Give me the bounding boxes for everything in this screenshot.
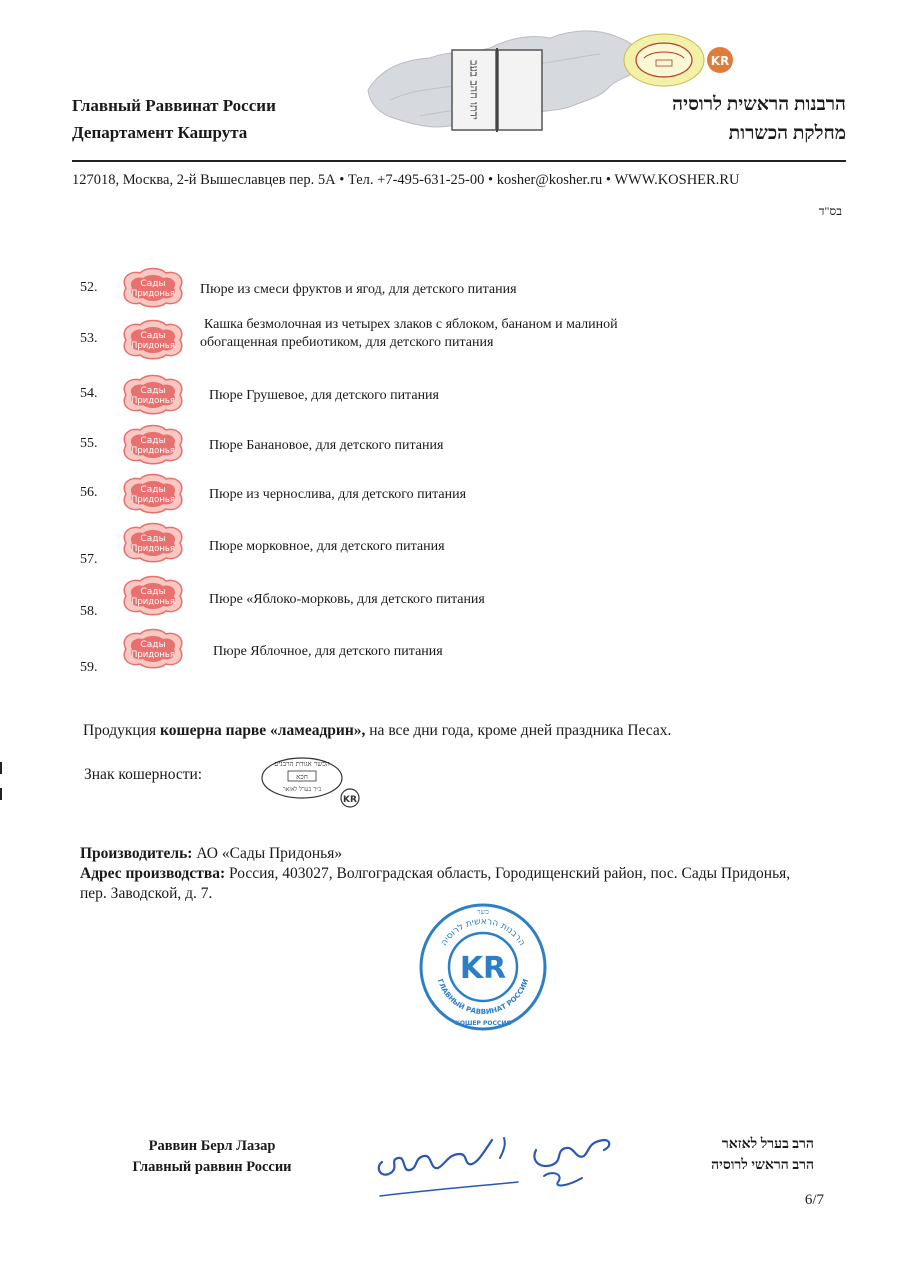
item-description-line: Пюре морковное, для детского питания bbox=[209, 539, 445, 554]
address-line bbox=[80, 864, 820, 904]
item-number: 52. bbox=[80, 280, 98, 295]
brand-logo-sady-pridonya bbox=[118, 521, 188, 563]
brand-logo-sady-pridonya bbox=[118, 373, 188, 415]
signatory-title-he: הרב הראשי לרוסיה bbox=[711, 1158, 814, 1173]
brand-logo-text: Сады bbox=[140, 331, 166, 341]
brand-logo-text: Сады bbox=[140, 436, 166, 446]
item-description bbox=[209, 437, 443, 455]
address-label: Адрес производства: bbox=[80, 865, 226, 882]
brand-logo-text: Сады bbox=[140, 640, 166, 650]
small-stamp-line2: חכא bbox=[296, 773, 308, 781]
kr-logo-letters: KR bbox=[710, 54, 730, 68]
brand-logo-text: Придонья bbox=[130, 544, 176, 554]
item-number: 59. bbox=[80, 660, 98, 675]
status-bold: кошерна парве «ламеадрин», bbox=[160, 722, 366, 739]
seal-small-text: כשר bbox=[477, 908, 489, 916]
org-name-ru-line1: Главный Раввинат России bbox=[72, 96, 276, 115]
chief-rabbinate-seal bbox=[418, 902, 548, 1032]
item-description-line: Пюре «Яблоко-морковь, для детского питания bbox=[209, 592, 485, 607]
item-number: 55. bbox=[80, 436, 98, 451]
brand-logo-sady-pridonya bbox=[118, 627, 188, 669]
brand-logo-text: Придонья bbox=[130, 396, 176, 406]
brand-logo-text: Придонья bbox=[130, 289, 176, 299]
brand-logo-sady-pridonya bbox=[118, 266, 188, 308]
item-description bbox=[200, 281, 517, 299]
item-description-line: Пюре Банановое, для детского питания bbox=[209, 438, 444, 453]
brand-logo-text: Придонья bbox=[130, 341, 176, 351]
contact-line: 127018, Москва, 2-й Вышеславцев пер. 5А • Тел. +7-495-631-25-00 • kosher@kosher.ru • WWW.KOSHER.RU bbox=[72, 172, 740, 188]
item-number: 53. bbox=[80, 331, 98, 346]
manufacturer-block bbox=[80, 844, 820, 904]
org-name-ru-line2: Департамент Кашрута bbox=[72, 123, 248, 142]
page-number: 6/7 bbox=[804, 1192, 824, 1208]
brand-logo-text: Придонья bbox=[130, 446, 176, 456]
signatory-title-ru: Главный раввин России bbox=[132, 1159, 292, 1175]
header-divider bbox=[72, 160, 846, 162]
status-suffix: на все дни года, кроме дней праздника Песах. bbox=[365, 722, 672, 739]
scan-edge-mark bbox=[0, 788, 2, 800]
org-name-he bbox=[672, 90, 846, 148]
brand-logo-text: Сады bbox=[140, 534, 166, 544]
org-name-he-line1: הרבנות הראשית לרוסיה bbox=[672, 94, 846, 115]
handwritten-signature bbox=[368, 1120, 628, 1210]
small-stamp-line3: ב״ד בערל לאזאר bbox=[282, 786, 322, 793]
manufacturer-line bbox=[80, 844, 820, 864]
item-number: 56. bbox=[80, 485, 98, 500]
brand-logo-text: Придонья bbox=[130, 495, 176, 505]
item-description-line: Пюре Грушевое, для детского питания bbox=[209, 388, 439, 403]
item-description bbox=[209, 486, 466, 504]
scan-edge-mark bbox=[0, 762, 2, 774]
brand-logo-text: Сады bbox=[140, 386, 166, 396]
item-number: 54. bbox=[80, 386, 98, 401]
kr-kashrut-logo bbox=[622, 30, 740, 90]
seal-ring-top: הרבנות הראשית לרוסיה bbox=[439, 916, 527, 948]
brand-logo-text: Сады bbox=[140, 587, 166, 597]
item-description bbox=[209, 538, 445, 556]
brand-logo-text: Сады bbox=[140, 279, 166, 289]
brand-logo-sady-pridonya bbox=[118, 423, 188, 465]
item-description-line: Пюре из смеси фруктов и ягод, для детского питания bbox=[200, 282, 517, 297]
item-description bbox=[209, 387, 439, 405]
item-description bbox=[209, 591, 485, 609]
book-text: ידתו חהב בעב bbox=[467, 60, 481, 120]
small-stamp-kr: KR bbox=[343, 795, 357, 805]
signatory-he bbox=[711, 1134, 814, 1176]
brand-logo-sady-pridonya bbox=[118, 318, 188, 360]
seal-ring-bottom: ГЛАВНЫЙ РАВВИНАТ РОССИИ bbox=[435, 977, 531, 1017]
brand-logo-text: Придонья bbox=[130, 650, 176, 660]
status-prefix: Продукция bbox=[83, 722, 161, 739]
russia-map-emblem bbox=[360, 20, 650, 148]
seal-letters: KR bbox=[459, 951, 507, 986]
item-description-line: обогащенная пребиотиком, для детского питания bbox=[200, 335, 494, 350]
address-value: Россия, 403027, Волгоградская область, Городищенский район, пос. Сады Придонья, пер. Заводской, д. 7. bbox=[80, 865, 791, 902]
kosher-sign-stamp bbox=[256, 752, 366, 812]
brand-logo-sady-pridonya bbox=[118, 574, 188, 616]
brand-logo-sady-pridonya bbox=[118, 472, 188, 514]
brand-logo-text: Сады bbox=[140, 485, 166, 495]
item-description-line: Пюре Яблочное, для детского питания bbox=[213, 644, 443, 659]
kosher-status bbox=[83, 722, 671, 740]
item-description bbox=[213, 643, 443, 661]
item-description-line: Кашка безмолочная из четырех злаков с яблоком, бананом и малиной bbox=[204, 317, 618, 332]
seal-kosher-text: КОШЕР РОССИЯ bbox=[455, 1020, 511, 1027]
signatory-name-he: הרב בערל לאזאר bbox=[721, 1137, 814, 1152]
item-description bbox=[200, 316, 618, 352]
manufacturer-label: Производитель: bbox=[80, 845, 193, 862]
manufacturer-value: АО «Сады Придонья» bbox=[192, 845, 343, 862]
org-name-he-line2: מחלקת הכשרות bbox=[728, 123, 846, 144]
signatory-name-ru: Раввин Берл Лазар bbox=[148, 1138, 276, 1154]
kosher-sign-label: Знак кошерности: bbox=[84, 766, 203, 783]
brand-logo-text: Придонья bbox=[130, 597, 176, 607]
bsd-mark: בס"ד bbox=[818, 204, 842, 218]
signatory-ru bbox=[108, 1136, 316, 1178]
org-name-ru bbox=[72, 92, 276, 146]
item-number: 58. bbox=[80, 604, 98, 619]
item-description-line: Пюре из чернослива, для детского питания bbox=[209, 487, 467, 502]
item-number: 57. bbox=[80, 552, 98, 567]
small-stamp-line1: הכשר אגודת הרבנים bbox=[274, 760, 330, 768]
